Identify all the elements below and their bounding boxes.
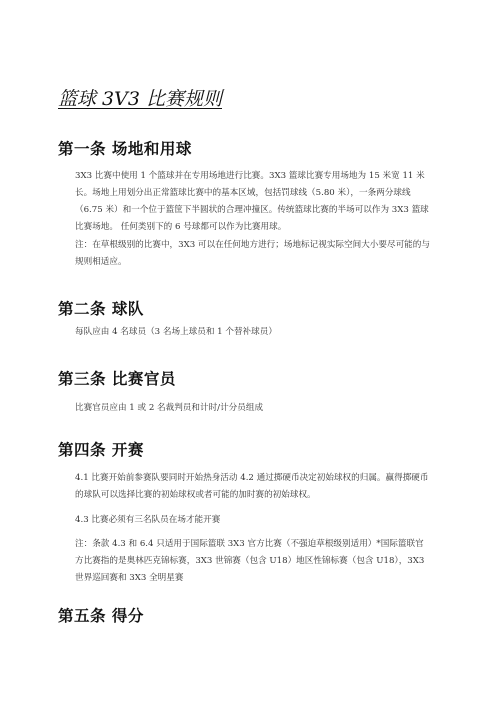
- section-paragraph: 每队应由 4 名球员（3 名场上球员和 1 个替补球员）: [75, 327, 277, 337]
- section-heading-officials: 第三条 比赛官员: [58, 370, 176, 388]
- section-paragraph: 4.3 比赛必须有三名队员在场才能开赛: [75, 515, 221, 525]
- section-heading-start-of-game: 第四条 开赛: [58, 441, 144, 459]
- section-paragraph: 比赛官员应由 1 或 2 名裁判员和计时/计分员组成: [75, 403, 264, 413]
- section-heading-court-and-ball: 第一条 场地和用球: [58, 140, 192, 158]
- section-paragraph: 3X3 比赛中使用 1 个篮球并在专用场地进行比赛。3X3 篮球比赛专用场地为 15 米宽 11 米长。场地上用划分出正常篮球比赛中的基本区域，包括罚球线（5.80 米），一条两分球线（6.75 米）和一个位于篮筐下半圆状的合理冲撞区。传统篮球比赛的半场可以作为 3X3 篮球比赛场地。 任何类别下的 6 号球都可以作为比赛用球。: [75, 171, 429, 232]
- section-heading-scoring: 第五条 得分: [58, 607, 144, 625]
- section-paragraph: 4.1 比赛开始前参赛队要同时开始热身活动 4.2 通过掷硬币决定初始球权的归属。赢得掷硬币的球队可以选择比赛的初始球权或者可能的加时赛的初始球权。: [75, 473, 429, 500]
- section-heading-teams: 第二条 球队: [58, 300, 144, 318]
- section-note: 注：条款 4.3 和 6.4 只适用于国际篮联 3X3 官方比赛（不强迫草根级别适用）*国际篮联官方比赛指的是奥林匹克锦标赛，3X3 世锦赛（包含 U18）地区性锦标赛（包含 U18），3X3 世界巡回赛和 3X3 全明星赛: [75, 539, 425, 583]
- section-note: 注：在草根级别的比赛中，3X3 可以在任何地方进行；场地标记视实际空间大小要尽可能的与规则相适应。: [75, 240, 430, 267]
- document-title: 篮球 3V3 比赛规则: [58, 88, 222, 110]
